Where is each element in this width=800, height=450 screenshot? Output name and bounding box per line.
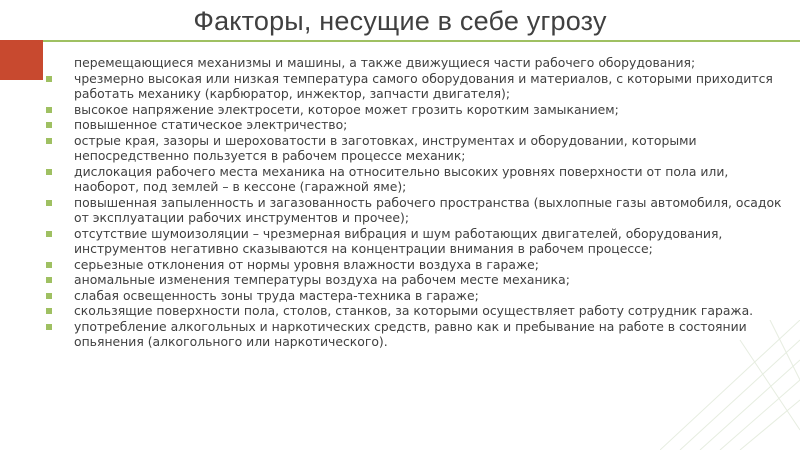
bullet-text: высокое напряжение электросети, которое может грозить коротким замыканием; <box>74 101 619 117</box>
bullet-item <box>46 71 786 102</box>
bullet-item <box>46 102 786 118</box>
square-bullet-icon <box>46 122 52 128</box>
bullet-text: употребление алкогольных и наркотических средств, равно как и пребывание на работе в состоянии опьянения (алкогольного или наркотического). <box>74 318 747 349</box>
square-bullet-icon <box>46 169 52 175</box>
bullet-item <box>46 226 786 257</box>
bullet-text: перемещающиеся механизмы и машины, а также движущиеся части рабочего оборудования; <box>74 55 696 70</box>
square-bullet-icon <box>46 293 52 299</box>
bullet-text: отсутствие шумоизоляции – чрезмерная вибрация и шум работающих двигателей, оборудования, инструментов негативно сказываются на концентрации внимания в рабочем процессе; <box>74 225 723 256</box>
square-bullet-icon <box>46 138 52 144</box>
square-bullet-icon <box>46 231 52 237</box>
bullet-text: дислокация рабочего места механика на относительно высоких уровнях поверхности от пола или, наоборот, под землей – в кессоне (гаражной яме); <box>74 163 729 194</box>
bullet-text: серьезные отклонения от нормы уровня влажности воздуха в гараже; <box>74 256 539 272</box>
bullet-text: острые края, зазоры и шероховатости в заготовках, инструментах и оборудовании, которыми непосредственно пользуется в рабочем процессе механик; <box>74 132 697 163</box>
bullet-item <box>46 117 786 133</box>
bullet-text: повышенная запыленность и загазованность рабочего пространства (выхлопные газы автомобиля, осадок от эксплуатации рабочих инструментов и прочее); <box>74 194 782 225</box>
bullet-text: слабая освещенность зоны труда мастера-техника в гараже; <box>74 287 479 303</box>
bullet-text: повышенное статическое электричество; <box>74 117 348 132</box>
square-bullet-icon <box>46 262 52 268</box>
square-bullet-icon <box>46 107 52 113</box>
title-accent-block <box>0 40 43 80</box>
bullet-item <box>46 272 786 288</box>
square-bullet-icon <box>46 277 52 283</box>
bullet-list <box>46 55 786 350</box>
square-bullet-icon <box>46 200 52 206</box>
bullet-item <box>46 133 786 164</box>
bullet-item <box>46 257 786 273</box>
square-bullet-icon <box>46 324 52 330</box>
bullet-text: скользящие поверхности пола, столов, станков, за которыми осуществляет работу сотрудник гаража. <box>74 303 754 318</box>
bullet-item <box>46 195 786 226</box>
bullet-item <box>46 319 786 350</box>
square-bullet-icon <box>46 308 52 314</box>
bullet-item <box>46 303 786 319</box>
slide-title: Факторы, несущие в себе угрозу <box>193 6 607 36</box>
square-bullet-icon <box>46 76 52 82</box>
title-underline <box>43 40 800 42</box>
bullet-item <box>46 55 786 71</box>
bullet-text: аномальные изменения температуры воздуха на рабочем месте механика; <box>74 272 570 287</box>
bullet-item <box>46 288 786 304</box>
bullet-text: чрезмерно высокая или низкая температура самого оборудования и материалов, с которыми приходится работать механику (карбюратор, инжектор, запчасти двигателя); <box>74 70 773 101</box>
bullet-item <box>46 164 786 195</box>
